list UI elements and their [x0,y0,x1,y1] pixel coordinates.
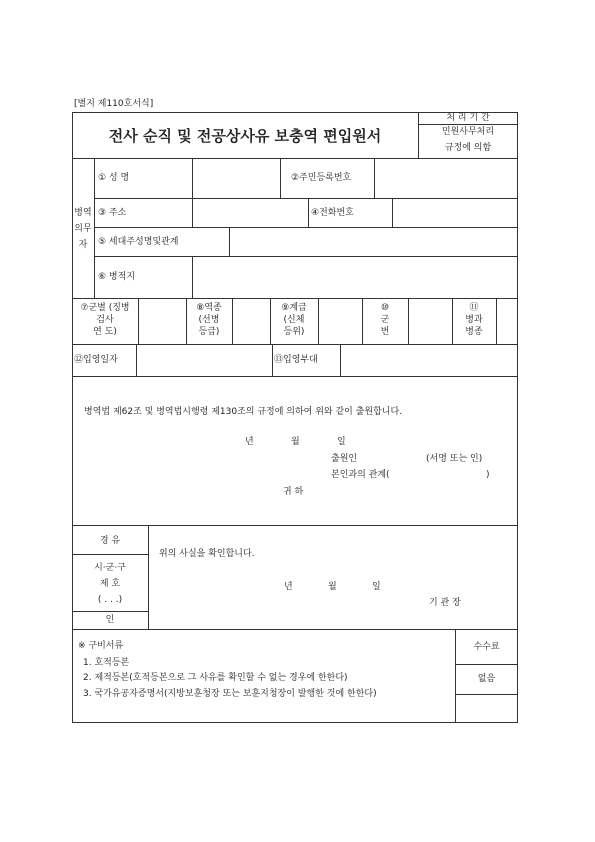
processing-line1: 민원사무처리 [441,127,495,137]
applicant-label-3: 자 [78,240,88,250]
label-branch-2: 검사 [96,315,114,325]
application-day: 일 [337,437,346,447]
label-arm-3: 병종 [465,327,483,337]
rank-field[interactable] [319,299,361,343]
confirm-year: 년 [284,582,293,592]
label-enlist-unit: ⑬입영부대 [274,355,318,365]
label-type-2: (선병 [198,315,220,325]
label-rrn: ②주민등록번호 [291,173,352,183]
document-item: 1. 호적등본 [83,658,130,668]
processing-header: 처 리 기 간 [446,113,490,123]
rrn-field[interactable] [375,159,517,197]
relation-label: 본인과의 관계( [331,470,390,480]
branch-field[interactable] [139,299,185,343]
application-month: 월 [291,437,300,447]
form-title: 전사 순직 및 전공상사유 보충역 편입원서 [108,126,382,145]
arm-field[interactable] [497,299,517,343]
name-field[interactable] [193,159,279,197]
label-service-number-3: 번 [380,327,390,337]
seal-label: 인 [105,615,115,625]
form-code: [별지 제110호서식] [74,99,154,109]
registry-field[interactable] [193,257,517,297]
applicant-label-2: 의무 [74,224,92,234]
label-arm-1: ⑪ [469,303,479,313]
addressee: 귀 하 [283,487,304,497]
enlist-date-field[interactable] [137,345,271,375]
via-label: 경 유 [99,536,121,546]
applicant-label: 출원인 [331,454,358,464]
label-registry: ⑥ 병적지 [98,272,136,282]
label-branch-1: ⑦군별 (징병 [80,303,130,313]
signature-label: (서명 또는 인) [426,454,483,464]
service-number-field[interactable] [409,299,451,343]
phone-field[interactable] [393,199,517,226]
office-line3: ( . . .) [97,595,123,605]
label-rank-2: (신체 [283,315,305,325]
office-line1: 시·군·구 [94,563,126,573]
office-line2: 제 호 [99,579,121,589]
document-item: 2. 제적등본(호적등본으로 그 사유를 확인할 수 없는 경우에 한한다) [83,673,348,683]
label-rank-1: ⑨계급 [281,303,307,313]
applicant-label-1: 병역 [74,208,92,218]
fee-value: 없음 [477,674,496,684]
label-householder: ⑤ 세대주성명및관계 [98,237,179,247]
householder-field[interactable] [230,228,517,255]
application-year: 년 [245,437,254,447]
confirm-day: 일 [372,582,381,592]
relation-close: ) [486,470,490,480]
application-statement: 병역법 제62조 및 병역법시행령 제130조의 규정에 의하여 위와 같이 출원합니다. [84,407,403,417]
label-arm-2: 병과 [465,315,483,325]
label-type-3: 등급) [198,327,220,337]
document-item: 3. 국가유공자증명서(지방보훈청장 또는 보훈지청장이 발행한 것에 한한다) [83,689,377,699]
label-address: ③ 주소 [98,208,127,218]
confirm-statement: 위의 사실을 확인합니다. [159,549,255,559]
documents-header: ※ 구비서류 [78,641,124,651]
fee-label: 수수료 [473,642,500,652]
label-name: ① 성 명 [98,173,130,183]
label-type-1: ⑧역종 [196,303,222,313]
processing-line2: 규정에 의함 [444,143,492,153]
label-phone: ④전화번호 [311,208,354,218]
label-service-number-2: 군 [380,315,390,325]
type-field[interactable] [233,299,269,343]
label-service-number-1: ⑩ [380,303,390,313]
confirm-month: 월 [328,582,337,592]
label-branch-3: 연 도) [93,327,117,337]
authority-label: 기 관 장 [429,598,461,608]
label-enlist-date: ⑫입영일자 [74,355,118,365]
enlist-unit-field[interactable] [341,345,517,375]
address-field[interactable] [193,199,307,226]
label-rank-3: 등위) [283,327,305,337]
